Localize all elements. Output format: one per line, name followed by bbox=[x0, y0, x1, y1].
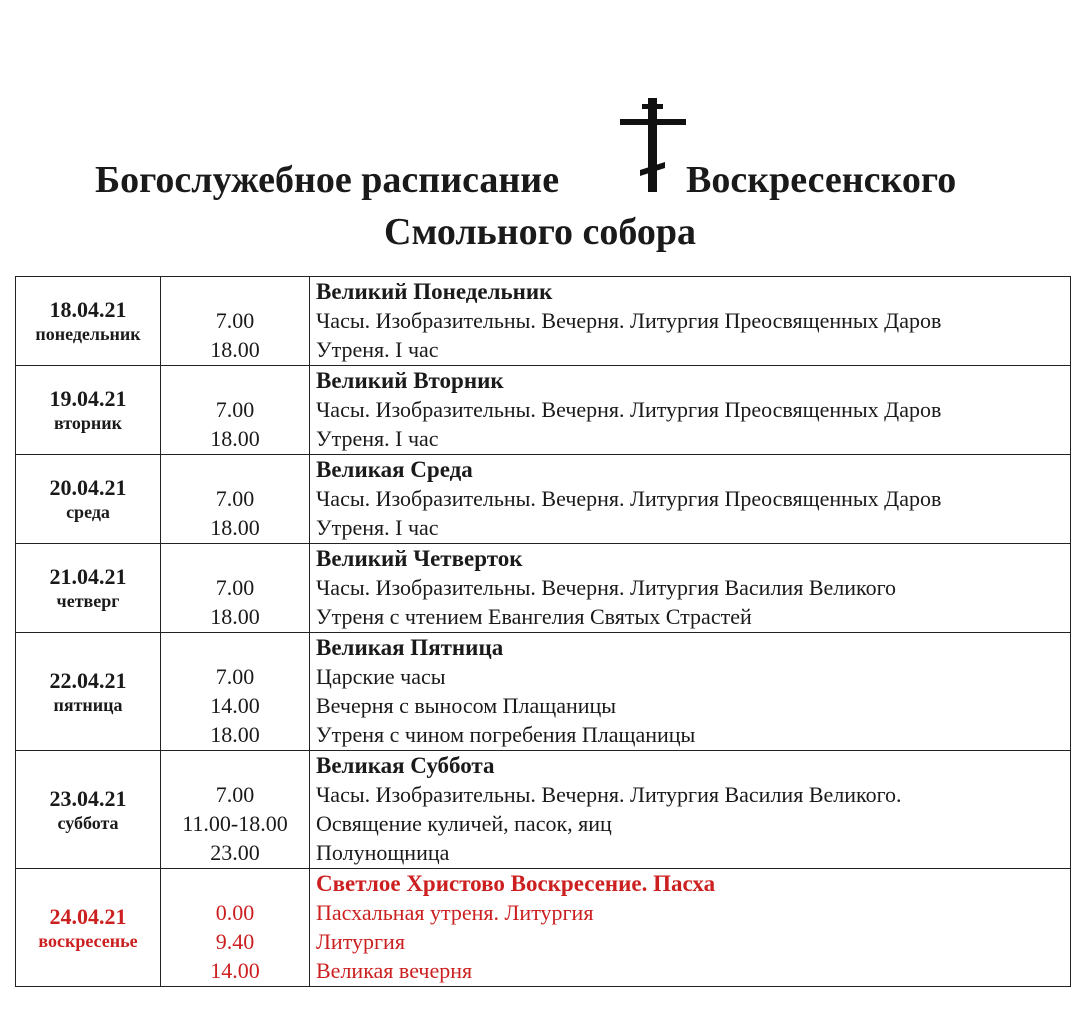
feast-title: Великий Вторник bbox=[316, 368, 504, 393]
date-cell bbox=[16, 869, 161, 987]
service: Царские часы bbox=[316, 664, 446, 689]
service: Литургия bbox=[316, 929, 405, 954]
table-row bbox=[16, 633, 1071, 751]
time: 18.00 bbox=[210, 337, 260, 362]
table-row bbox=[16, 751, 1071, 869]
time-cell bbox=[161, 869, 310, 987]
date: 24.04.21 bbox=[49, 903, 127, 929]
date: 20.04.21 bbox=[49, 475, 127, 500]
time-cell bbox=[161, 633, 310, 751]
service: Часы. Изобразительны. Вечерня. Литургия Василия Великого. bbox=[316, 782, 902, 807]
time: 14.00 bbox=[210, 693, 260, 718]
service-cell bbox=[310, 633, 1071, 751]
service-cell bbox=[310, 366, 1071, 455]
weekday: суббота bbox=[57, 812, 119, 833]
title-right: Воскресенского bbox=[686, 159, 957, 201]
feast-title: Великая Среда bbox=[316, 457, 473, 482]
service-cell bbox=[310, 751, 1071, 869]
weekday: вторник bbox=[53, 413, 122, 433]
time-cell bbox=[161, 455, 310, 544]
time-cell bbox=[161, 277, 310, 366]
date: 18.04.21 bbox=[49, 297, 127, 322]
date: 23.04.21 bbox=[49, 785, 127, 811]
feast-title: Великий Понедельник bbox=[316, 279, 553, 304]
time: 7.00 bbox=[215, 308, 255, 333]
time-cell bbox=[161, 544, 310, 633]
time-cell bbox=[161, 366, 310, 455]
service: Великая вечерня bbox=[316, 958, 473, 983]
service: Утреня. I час bbox=[316, 515, 439, 540]
date-cell bbox=[16, 277, 161, 366]
title-left: Богослужебное расписание bbox=[95, 159, 560, 201]
service: Утреня с чтением Евангелия Святых Страстей bbox=[316, 604, 752, 629]
time: 0.00 bbox=[215, 900, 255, 925]
table-row-pascha bbox=[16, 869, 1071, 987]
weekday: четверг bbox=[56, 591, 120, 611]
table-row bbox=[16, 366, 1071, 455]
service: Часы. Изобразительны. Вечерня. Литургия Преосвященных Даров bbox=[316, 486, 942, 511]
date: 21.04.21 bbox=[49, 564, 127, 589]
time: 7.00 bbox=[215, 486, 255, 511]
time: 18.00 bbox=[210, 426, 260, 451]
weekday: воскресенье bbox=[38, 930, 138, 951]
service: Часы. Изобразительны. Вечерня. Литургия Преосвященных Даров bbox=[316, 397, 942, 422]
time: 11.00-18.00 bbox=[182, 811, 288, 836]
service: Утреня. I час bbox=[316, 337, 439, 362]
service: Полунощница bbox=[316, 840, 450, 865]
time: 7.00 bbox=[215, 397, 255, 422]
service: Вечерня с выносом Плащаницы bbox=[316, 693, 617, 718]
time: 18.00 bbox=[210, 515, 260, 540]
service-cell bbox=[310, 544, 1071, 633]
time: 14.00 bbox=[210, 958, 260, 983]
table-row bbox=[16, 277, 1071, 366]
feast-title: Великий Четверток bbox=[316, 546, 523, 571]
date-cell bbox=[16, 633, 161, 751]
feast-title: Великая Пятница bbox=[316, 635, 504, 660]
time: 18.00 bbox=[210, 604, 260, 629]
service: Утреня. I час bbox=[316, 426, 439, 451]
orthodox-cross-icon bbox=[618, 98, 688, 194]
weekday: среда bbox=[66, 502, 110, 522]
table-row bbox=[16, 544, 1071, 633]
weekday: понедельник bbox=[35, 324, 141, 344]
date-cell bbox=[16, 751, 161, 869]
title-line-1 bbox=[0, 158, 1080, 208]
title-line-2: Смольного собора bbox=[384, 211, 696, 253]
service: Освящение куличей, пасок, яиц bbox=[316, 811, 612, 836]
date: 22.04.21 bbox=[49, 667, 127, 693]
date: 19.04.21 bbox=[49, 386, 127, 411]
time: 23.00 bbox=[210, 840, 260, 865]
service: Часы. Изобразительны. Вечерня. Литургия Преосвященных Даров bbox=[316, 308, 942, 333]
service: Утреня с чином погребения Плащаницы bbox=[316, 722, 696, 747]
time: 9.40 bbox=[215, 929, 255, 954]
table-row bbox=[16, 455, 1071, 544]
schedule-table bbox=[15, 276, 1071, 987]
time: 7.00 bbox=[215, 782, 255, 807]
service-cell bbox=[310, 277, 1071, 366]
time: 7.00 bbox=[215, 664, 255, 689]
date-cell bbox=[16, 366, 161, 455]
date-cell bbox=[16, 455, 161, 544]
weekday: пятница bbox=[53, 694, 123, 715]
feast-title: Светлое Христово Воскресение. Пасха bbox=[316, 871, 716, 896]
service-cell bbox=[310, 455, 1071, 544]
time-cell bbox=[161, 751, 310, 869]
date-cell bbox=[16, 544, 161, 633]
feast-title: Великая Суббота bbox=[316, 753, 495, 778]
time: 18.00 bbox=[210, 722, 260, 747]
page-header bbox=[0, 0, 1080, 270]
service-cell bbox=[310, 869, 1071, 987]
time: 7.00 bbox=[215, 575, 255, 600]
service: Часы. Изобразительны. Вечерня. Литургия Василия Великого bbox=[316, 575, 897, 600]
service: Пасхальная утреня. Литургия bbox=[316, 900, 594, 925]
